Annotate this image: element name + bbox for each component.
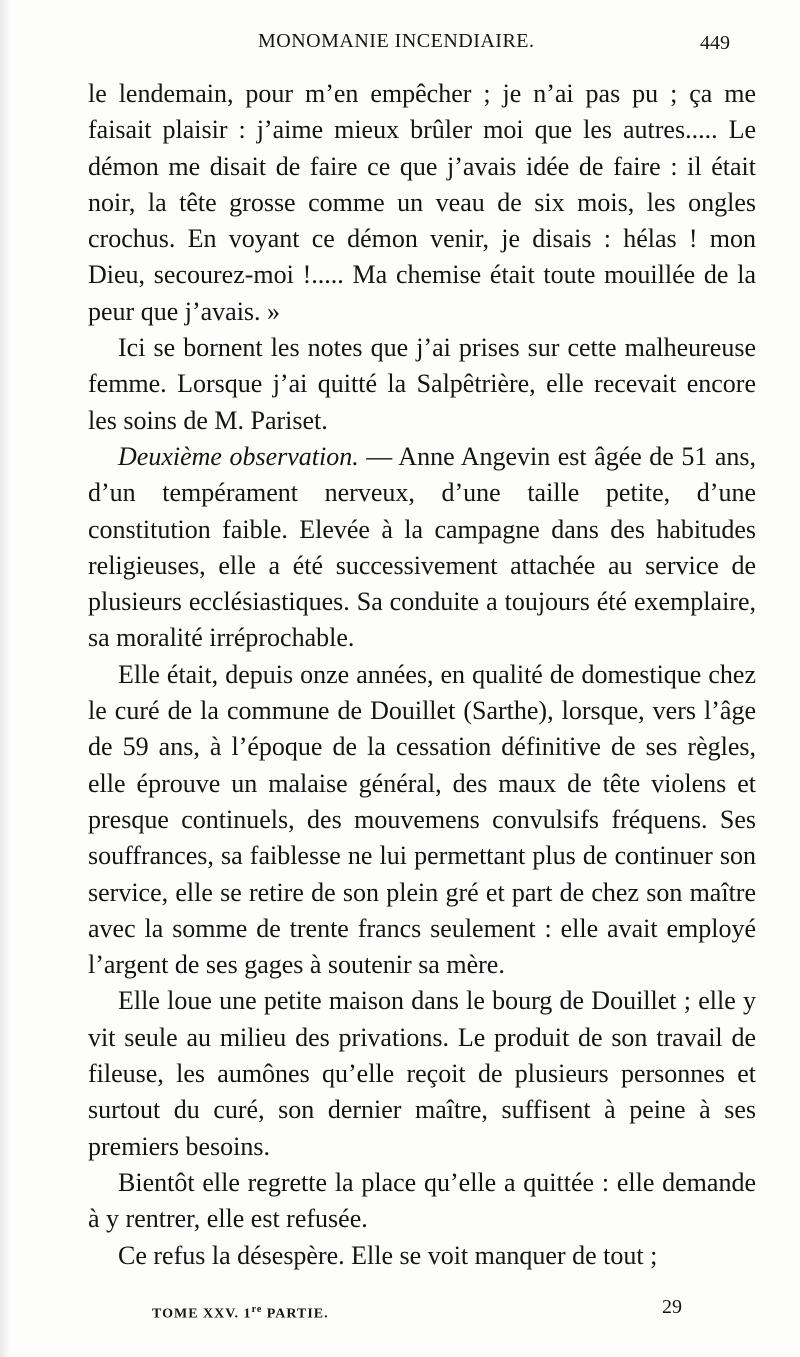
- paragraph-1: [88, 76, 756, 330]
- paragraph-5-text: Elle loue une petite maison dans le bourg de Douillet ; elle y vit seule au milieu des privations. Le produit de son travail de fileuse, les aumônes qu’elle reçoit de plusieurs personnes et surtout du curé, son dernier maître, suffisent à peine à ses premiers besoins.: [88, 986, 756, 1161]
- paragraph-7-text: Ce refus la désespère. Elle se voit manquer de tout ;: [118, 1240, 658, 1270]
- signature-superscript: re: [251, 1304, 263, 1315]
- body-text: [88, 76, 756, 1274]
- paragraph-4-text: Elle était, depuis onze années, en qualité de domestique chez le curé de la commune de Douillet (Sarthe), lorsque, vers l’âge de 59 ans, à l’époque de la cessation définitive de ses règles, elle éprouve un malaise général, des maux de tête violens et presque continuels, des mouvemens convulsifs fréquens. Ses souffrances, sa faiblesse ne lui permettant plus de continuer son service, elle se retire de son plein gré et part de chez son maître avec la somme de trente francs seulement : elle avait employé l’argent de ses gages à soutenir sa mère.: [88, 659, 756, 980]
- printer-signature: [152, 1304, 329, 1323]
- paragraph-5: [88, 983, 756, 1164]
- observation-heading: Deuxième observation.: [118, 441, 359, 471]
- paragraph-4: [88, 657, 756, 984]
- signature-suffix: PARTIE.: [262, 1306, 329, 1322]
- page-footer: [0, 1294, 800, 1334]
- signature-mark: 29: [662, 1296, 682, 1318]
- paragraph-1-text: le lendemain, pour m’en empêcher ; je n’ai pas pu ; ça me faisait plaisir : j’aime mieux brûler moi que les autres..... Le démon me disait de faire ce que j’avais idée de faire : il était noir, la tête grosse comme un veau de six mois, les ongles crochus. En voyant ce démon venir, je disais : hélas ! mon Dieu, secourez-moi !..... Ma chemise était toute mouillée de la peur que j’avais. »: [88, 79, 756, 326]
- paragraph-3-text: — Anne Angevin est âgée de 51 ans, d’un tempérament nerveux, d’une taille petite, d’une constitution faible. Elevée à la campagne dans des habitudes religieuses, elle a été successivement attachée au service de plusieurs ecclésiastiques. Sa conduite a toujours été exemplaire, sa moralité irréprochable.: [88, 441, 757, 653]
- paragraph-2-text: Ici se bornent les notes que j’ai prises sur cette malheureuse femme. Lorsque j’ai quitté la Salpêtrière, elle recevait encore les soins de M. Pariset.: [88, 333, 756, 435]
- signature-prefix: TOME XXV. 1: [152, 1306, 252, 1322]
- paragraph-2: [88, 330, 756, 439]
- paragraph-3: [88, 439, 756, 657]
- running-title: MONOMANIE INCENDIAIRE.: [258, 30, 535, 52]
- paragraph-6-text: Bientôt elle regrette la place qu’elle a quittée : elle demande à y rentrer, elle est refusée.: [88, 1167, 756, 1234]
- paragraph-6: [88, 1165, 756, 1238]
- paragraph-7: [88, 1238, 756, 1274]
- page-number: 449: [700, 32, 730, 54]
- running-head: [0, 30, 800, 66]
- scan-edge-shadow: [0, 0, 10, 1357]
